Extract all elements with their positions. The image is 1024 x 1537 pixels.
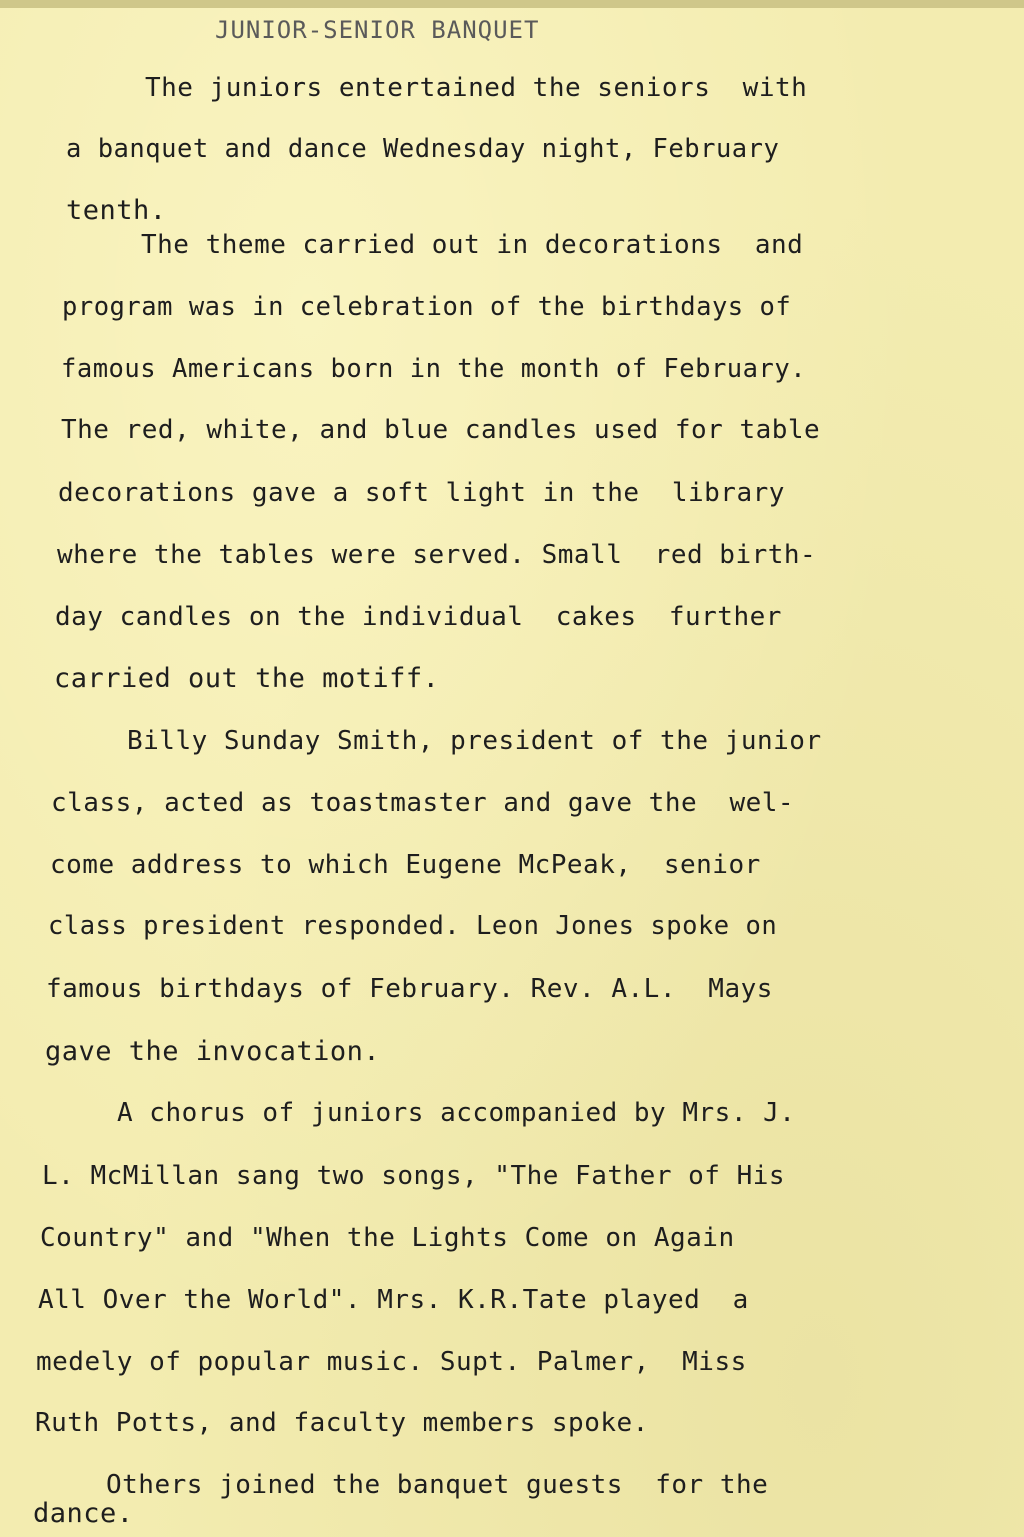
text-line-23: Ruth Potts, and faculty members spoke. <box>35 1408 649 1438</box>
text-line-25: dance. <box>33 1498 134 1529</box>
text-line-14: come address to which Eugene McPeak, senior <box>50 850 761 880</box>
text-line-21: All Over the World". Mrs. K.R.Tate played a <box>38 1285 749 1315</box>
text-line-13: class, acted as toastmaster and gave the wel- <box>51 788 795 818</box>
text-line-17: gave the invocation. <box>45 1036 381 1067</box>
text-line-12: Billy Sunday Smith, president of the junior <box>127 726 822 756</box>
text-line-20: Country" and "When the Lights Come on Again <box>40 1223 735 1253</box>
text-line-18: A chorus of juniors accompanied by Mrs. J. <box>117 1098 796 1128</box>
article-heading: JUNIOR-SENIOR BANQUET <box>215 16 540 44</box>
text-line-8: decorations gave a soft light in the library <box>58 478 785 508</box>
text-line-11: carried out the motiff. <box>54 663 440 694</box>
text-line-1: The juniors entertained the seniors with <box>145 73 808 103</box>
text-line-16: famous birthdays of February. Rev. A.L. Mays <box>46 974 773 1004</box>
text-line-3: tenth. <box>66 195 167 226</box>
text-line-24: Others joined the banquet guests for the <box>106 1470 769 1500</box>
text-line-22: medely of popular music. Supt. Palmer, Miss <box>36 1347 747 1377</box>
text-line-10: day candles on the individual cakes further <box>55 602 782 632</box>
text-line-6: famous Americans born in the month of February. <box>61 354 807 384</box>
text-line-19: L. McMillan sang two songs, "The Father of His <box>42 1161 786 1191</box>
text-line-9: where the tables were served. Small red birth- <box>57 540 817 570</box>
text-line-7: The red, white, and blue candles used for table <box>61 415 821 445</box>
page-top-edge <box>0 0 1024 8</box>
text-line-2: a banquet and dance Wednesday night, February <box>66 134 780 164</box>
text-line-15: class president responded. Leon Jones spoke on <box>48 911 778 941</box>
text-line-4: The theme carried out in decorations and <box>141 230 804 260</box>
text-line-5: program was in celebration of the birthdays of <box>62 292 792 322</box>
